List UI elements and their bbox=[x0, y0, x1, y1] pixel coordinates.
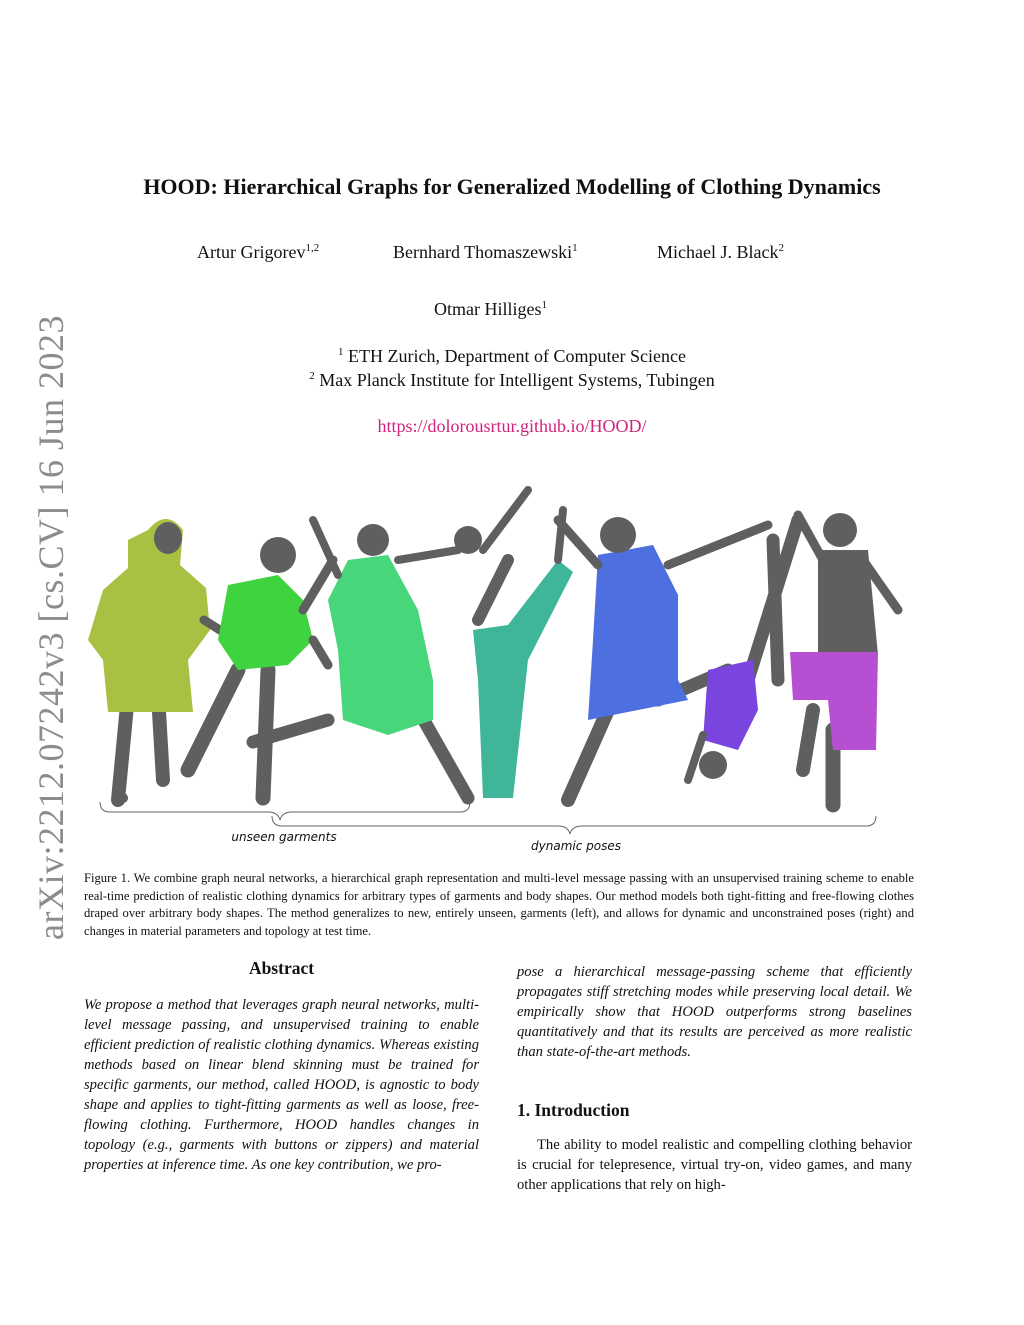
paper-title: HOOD: Hierarchical Graphs for Generalized Modelling of Clothing Dynamics bbox=[143, 174, 881, 199]
figure-illustration bbox=[88, 480, 928, 870]
teaser-figure bbox=[88, 480, 928, 870]
introduction-heading: 1. Introduction bbox=[517, 1100, 630, 1120]
author-name: Artur Grigorev bbox=[197, 242, 306, 262]
author-affiliation-marker: 1 bbox=[572, 242, 578, 254]
affiliation-text: Max Planck Institute for Intelligent Systems, Tubingen bbox=[319, 370, 715, 390]
figure-blue-dress bbox=[558, 517, 768, 800]
affiliation-marker: 2 bbox=[309, 370, 315, 382]
author-1 bbox=[197, 242, 319, 263]
author-name: Michael J. Black bbox=[657, 242, 779, 262]
figure-caption: Figure 1. We combine graph neural networks, a hierarchical graph representation and multi-level message passing with an unsupervised training scheme to enable real-time prediction of realistic clothing dynamics for arbitrary types of garments and body shapes. Our method models both tight-fitting and free-flowing clothes draped over arbitrary body shapes. The method generalizes to new, entirely unseen, garments (left), and allows for dynamic and unconstrained poses (right) and changes in material parameters and topology at test time. bbox=[84, 871, 914, 938]
figure-magenta-shorts bbox=[790, 513, 898, 805]
arxiv-identifier: arXiv:2212.07242v3 [cs.CV] 16 Jun 2023 bbox=[31, 315, 71, 940]
author-4 bbox=[434, 299, 547, 320]
label-dynamic-poses: dynamic poses bbox=[531, 839, 621, 853]
introduction-text: The ability to model realistic and compelling clothing behavior is crucial for telepresence, virtual try-on, video games, and many other applications that rely on high- bbox=[517, 1137, 912, 1193]
abstract-text-left: We propose a method that leverages graph neural networks, multi-level message passing, and unsupervised training to enable efficient prediction of realistic clothing dynamics. Whereas existing methods based on linear blend skinning must be trained for specific garments, our method, called HOOD, is agnostic to body shape and applies to tight-fitting garments as well as loose, free-flowing clothing. Furthermore, HOOD handles changes in topology (e.g., garments with buttons or zippers) and material properties at inference time. As one key contribution, we pro- bbox=[84, 997, 479, 1173]
affiliation-marker: 1 bbox=[338, 346, 344, 358]
figure-green-shirt bbox=[188, 537, 333, 798]
author-affiliation-marker: 1 bbox=[541, 299, 547, 311]
author-3 bbox=[657, 242, 784, 263]
abstract-heading: Abstract bbox=[248, 958, 315, 978]
author-affiliation-marker: 2 bbox=[778, 242, 784, 254]
author-2 bbox=[393, 242, 578, 263]
abstract-text-right: pose a hierarchical message-passing scheme that efficiently propagates stiff stretching modes while preserving local detail. We empirically show that HOOD outperforms strong baselines quantitatively and that its results are perceived as more realistic than state-of-the-art methods. bbox=[517, 964, 912, 1060]
affiliation-1 bbox=[0, 346, 1024, 367]
label-unseen-garments: unseen garments bbox=[231, 830, 337, 844]
brace-unseen-garments bbox=[100, 802, 470, 820]
author-name: Bernhard Thomaszewski bbox=[393, 242, 573, 262]
figure-purple-shirt bbox=[688, 520, 798, 780]
author-name: Otmar Hilliges bbox=[434, 299, 542, 319]
figure-olive-dress bbox=[88, 519, 223, 800]
author-affiliation-marker: 1,2 bbox=[305, 242, 320, 254]
affiliation-text: ETH Zurich, Department of Computer Science bbox=[348, 346, 686, 366]
brace-dynamic-poses bbox=[272, 816, 876, 834]
affiliation-2 bbox=[0, 370, 1024, 391]
project-url-link[interactable]: https://dolorousrtur.github.io/HOOD/ bbox=[377, 416, 647, 436]
